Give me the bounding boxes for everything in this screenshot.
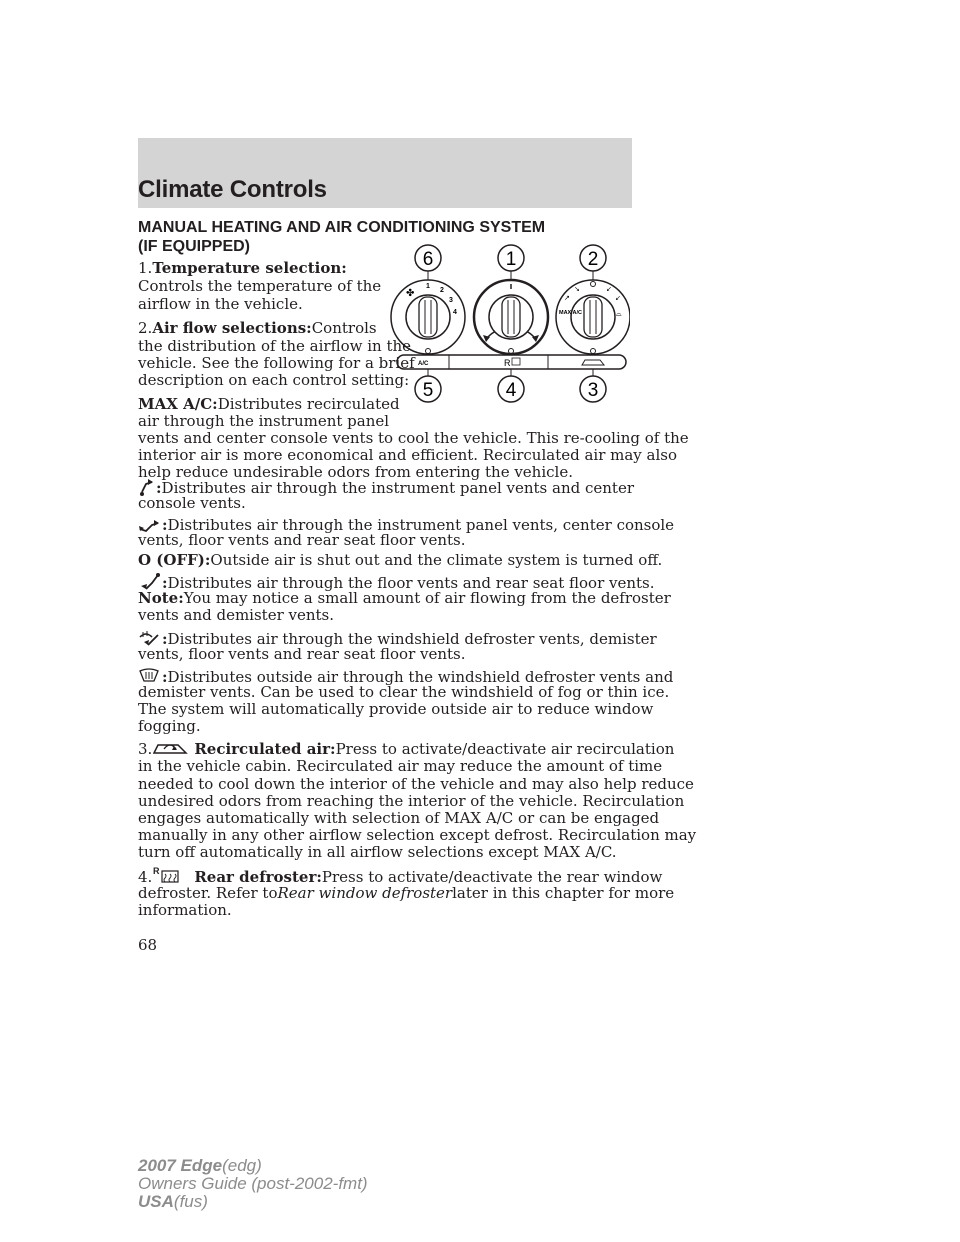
defrost-mode-line1: :Distributes outside air through the windshield defroster vents and (138, 667, 673, 686)
item-4-line2: defroster. Refer toRear window defrosterlater in this chapter for more (138, 884, 675, 902)
svg-text:4: 4 (453, 309, 457, 316)
defrost-mode-line4: fogging. (138, 717, 201, 735)
footer-line3: USA(fus) (138, 1192, 208, 1211)
callout-5 (415, 376, 441, 402)
recirculation-icon (152, 739, 192, 757)
temperature-knob (474, 280, 548, 354)
item-2-line4: description on each control setting: (138, 371, 410, 389)
floor-defrost-icon: ↙ (615, 294, 621, 302)
floor-mode-line1: :Distributes air through the floor vents and rear seat floor vents. (138, 573, 655, 592)
item-3-line7: turn off automatically in all airflow selections except MAX A/C. (138, 843, 617, 861)
item-2-line3: vehicle. See the following for a brief (138, 354, 415, 372)
max-ac-line1: MAX A/C:Distributes recirculated (138, 395, 400, 413)
item-3-line2: in the vehicle cabin. Recirculated air may reduce the amount of time (138, 757, 663, 775)
item-2-line2: the distribution of the airflow in the (138, 337, 412, 355)
climate-control-panel-figure (386, 244, 630, 404)
item-1-line3: airflow in the vehicle. (138, 295, 303, 313)
svg-text:3: 3 (587, 380, 599, 401)
max-ac-line5: help reduce undesirable odors from entering the vehicle. (138, 463, 573, 481)
item-3-line4: undesired odors from reaching the interior of the vehicle. Recirculation (138, 792, 685, 810)
airflow-mode-knob (556, 280, 630, 354)
footer-line2: Owners Guide (post-2002-fmt) (138, 1174, 368, 1193)
section-heading-line2: (IF EQUIPPED) (138, 238, 251, 255)
page-number: 68 (138, 936, 158, 954)
rear-defrost-icon (152, 865, 192, 885)
floor-defrost-mode-line2: vents, floor vents and rear seat floor vents. (138, 645, 466, 663)
bilevel-mode-line1: :Distributes air through the instrument panel vents, center console (138, 515, 674, 534)
panel-mode-line2: console vents. (138, 494, 246, 512)
page-header-title: Climate Controls (138, 176, 327, 203)
svg-text:3: 3 (449, 297, 453, 304)
svg-text:R: R (153, 866, 160, 876)
fan-icon: ✤ (406, 288, 415, 299)
callout-6 (415, 245, 441, 271)
item-3-line1: 3. Recirculated air:Press to activate/deactivate air recirculation (138, 740, 675, 758)
defrost-mode-line2: demister vents. Can be used to clear the windshield of fog or thin ice. (138, 683, 670, 701)
off-line1: O (OFF):Outside air is shut out and the climate system is turned off. (138, 551, 663, 569)
item-1-line1: 1.Temperature selection: (138, 259, 347, 277)
panel-vent-icon: ↗ (564, 294, 570, 302)
callout-3 (580, 376, 606, 402)
item-3-line3: needed to cool down the interior of the vehicle and may also help reduce (138, 775, 694, 793)
max-ac-line3: vents and center console vents to cool the vehicle. This re-cooling of the (138, 429, 689, 447)
item-1-line2: Controls the temperature of the (138, 277, 382, 295)
panel-mode-line1: :Distributes air through the instrument panel vents and center (138, 478, 634, 497)
svg-text:1: 1 (426, 283, 430, 290)
svg-text:5: 5 (422, 380, 434, 401)
bilevel-icon: ↘ (574, 285, 580, 293)
floor-defrost-mode-line1: :Distributes air through the windshield defroster vents, demister (138, 629, 657, 648)
note-line1: Note:You may notice a small amount of air flowing from the defroster (138, 589, 671, 607)
svg-text:2: 2 (440, 287, 444, 294)
callout-4 (498, 376, 524, 402)
max-ac-line4: interior air is more economical and efficient. Recirculated air may also (138, 446, 678, 464)
svg-text:4: 4 (505, 380, 517, 401)
item-4-line1: 4. R Rear defroster:Press to activate/deactivate the rear window (138, 866, 663, 886)
item-2-line1: 2.Air flow selections:Controls (138, 319, 377, 337)
svg-text:MAX A/C: MAX A/C (559, 310, 583, 316)
footer-line1: 2007 Edge(edg) (138, 1156, 262, 1175)
max-ac-line2: air through the instrument panel (138, 412, 390, 430)
bilevel-mode-line2: vents, floor vents and rear seat floor vents. (138, 531, 466, 549)
item-4-line3: information. (138, 901, 232, 919)
defrost-icon: ⌓ (616, 310, 622, 318)
footer (138, 1157, 368, 1211)
callout-2 (580, 245, 606, 271)
svg-text:R: R (504, 358, 511, 368)
callout-1 (498, 245, 524, 271)
floor-icon: ↙ (606, 285, 612, 293)
svg-text:1: 1 (505, 249, 517, 270)
item-3-line5: engages automatically with selection of MAX A/C or can be engaged (138, 809, 660, 827)
svg-text:A/C: A/C (418, 361, 429, 367)
section-heading-line1: MANUAL HEATING AND AIR CONDITIONING SYSTEM (138, 219, 546, 236)
item-3-line6: manually in any other airflow selection except defrost. Recirculation may (138, 826, 697, 844)
defrost-mode-line3: The system will automatically provide outside air to reduce window (138, 700, 654, 718)
note-line2: vents and demister vents. (138, 606, 335, 624)
svg-text:6: 6 (422, 249, 434, 270)
svg-text:2: 2 (587, 249, 599, 270)
